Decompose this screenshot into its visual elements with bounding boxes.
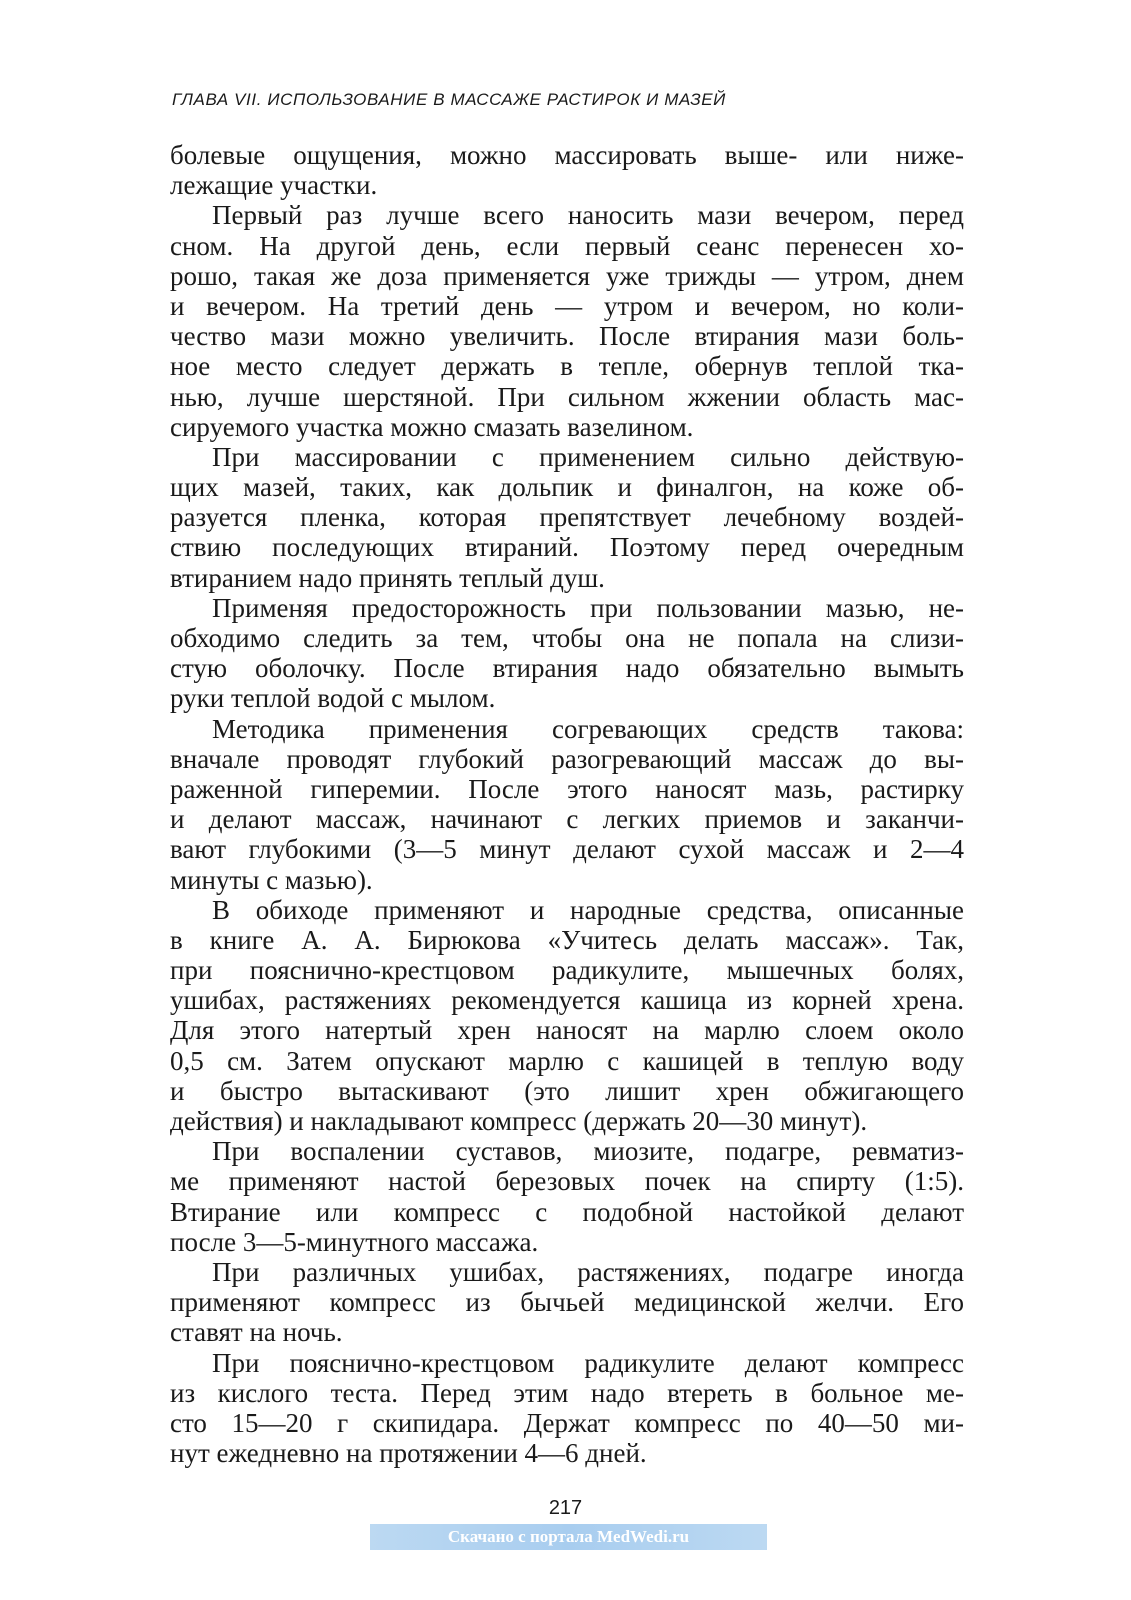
text-line: применяют компресс из бычьей медицинской желчи. Его: [170, 1287, 964, 1318]
text-line: Применяя предосторожность при пользовании мазью, не-: [212, 592, 964, 623]
text-line: Первый раз лучше всего наносить мази вечером, перед: [212, 200, 964, 231]
paragraph: [170, 442, 964, 593]
text-line: стую оболочку. После втирания надо обязательно вымыть: [170, 653, 964, 684]
paragraph: [170, 140, 964, 200]
text-line: действия) и накладывают компресс (держать 20—30 минут).: [170, 1106, 868, 1136]
body-text: [170, 140, 964, 1468]
text-line: вначале проводят глубокий разогревающий массаж до вы-: [170, 743, 964, 774]
text-line: При массировании с применением сильно действую-: [212, 441, 964, 472]
text-line: Втирание или компресс с подобной настойкой делают: [170, 1196, 964, 1227]
text-line: чество мази можно увеличить. После втирания мази боль-: [170, 321, 964, 352]
paragraph: [170, 895, 964, 1137]
text-line: вают глубокими (3—5 минут делают сухой массаж и 2—4: [170, 834, 964, 865]
text-line: При воспалении суставов, миозите, подагре, ревматиз-: [212, 1136, 964, 1167]
text-line: и вечером. На третий день — утром и вечером, но коли-: [170, 290, 964, 321]
running-header: ГЛАВА VII. ИСПОЛЬЗОВАНИЕ В МАССАЖЕ РАСТИРОК И МАЗЕЙ: [172, 90, 726, 109]
text-line: Методика применения согревающих средств такова:: [212, 713, 964, 744]
page-number: 217: [548, 1497, 583, 1519]
text-line: обходимо следить за тем, чтобы она не попала на слизи-: [170, 623, 964, 653]
text-line: сном. На другой день, если первый сеанс перенесен хо-: [170, 230, 964, 261]
text-line: минуты с мазью).: [170, 864, 373, 895]
watermark-banner[interactable]: Скачано с портала MedWedi.ru: [370, 1524, 767, 1550]
paragraph: [170, 714, 964, 895]
text-line: ушибах, растяжениях рекомендуется кашица из корней хрена.: [170, 985, 964, 1016]
text-line: после 3—5-минутного массажа.: [170, 1226, 539, 1257]
text-line: раженной гиперемии. После этого наносят мазь, растирку: [170, 773, 964, 804]
text-line: При различных ушибах, растяжениях, подагре иногда: [212, 1256, 964, 1287]
text-line: ме применяют настой березовых почек на спирту (1:5).: [170, 1166, 964, 1197]
text-line: В обиходе применяют и народные средства, описанные: [212, 894, 964, 925]
text-line: ное место следует держать в тепле, обернув теплой тка-: [170, 351, 964, 382]
paragraph: [170, 1257, 964, 1348]
text-line: нут ежедневно на протяжении 4—6 дней.: [170, 1438, 647, 1469]
text-line: При пояснично-крестцовом радикулите делают компресс: [212, 1347, 964, 1378]
text-line: сто 15—20 г скипидара. Держат компресс по 40—50 ми-: [170, 1407, 964, 1438]
text-line: лежащие участки.: [170, 170, 378, 201]
text-line: разуется пленка, которая препятствует лечебному воздей-: [170, 502, 964, 533]
text-line: ставят на ночь.: [170, 1317, 343, 1348]
text-line: нью, лучше шерстяной. При сильном жжении область мас-: [170, 381, 964, 412]
paragraph: [170, 1348, 964, 1469]
text-line: рошо, такая же доза применяется уже трижды — утром, днем: [170, 260, 964, 291]
text-line: из кислого теста. Перед этим надо втереть в больное ме-: [170, 1377, 964, 1408]
text-line: сируемого участка можно смазать вазелином.: [170, 411, 694, 442]
text-line: болевые ощущения, можно массировать выше- или ниже-: [170, 140, 964, 170]
text-line: и быстро вытаскивают (это лишит хрен обжигающего: [170, 1075, 964, 1106]
text-line: ствию последующих втираний. Поэтому перед очередным: [170, 532, 964, 563]
text-line: при пояснично-крестцовом радикулите, мышечных болях,: [170, 955, 964, 986]
paragraph: [170, 200, 964, 442]
text-line: щих мазей, таких, как дольпик и финалгон, на коже об-: [170, 472, 964, 503]
paragraph: [170, 1136, 964, 1257]
text-line: руки теплой водой с мылом.: [170, 683, 496, 714]
text-line: 0,5 см. Затем опускают марлю с кашицей в теплую воду: [170, 1045, 964, 1076]
text-line: втиранием надо принять теплый душ.: [170, 562, 605, 593]
text-line: в книге А. А. Бирюкова «Учитесь делать массаж». Так,: [170, 924, 964, 955]
text-line: и делают массаж, начинают с легких приемов и заканчи-: [170, 804, 964, 835]
text-line: Для этого натертый хрен наносят на марлю слоем около: [170, 1015, 964, 1046]
paragraph: [170, 593, 964, 714]
